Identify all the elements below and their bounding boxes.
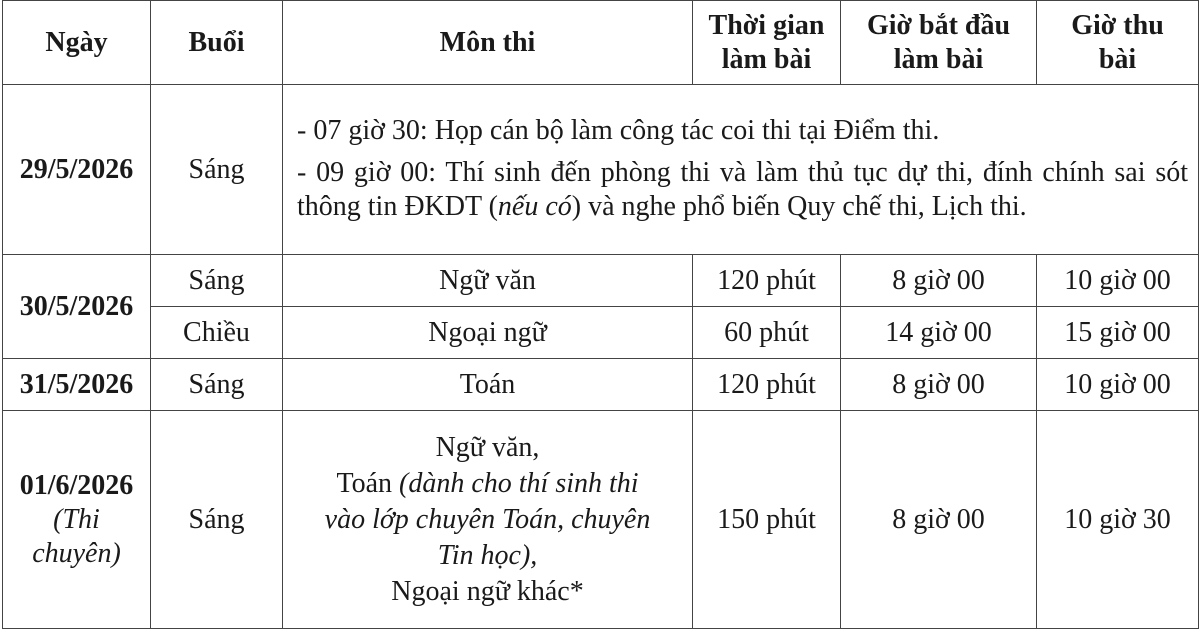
- row2-afternoon-duration: 60 phút: [693, 307, 841, 359]
- row2-morning-end: 10 giờ 00: [1037, 255, 1199, 307]
- row1-date: 29/5/2026: [3, 85, 151, 255]
- header-duration-line2: làm bài: [721, 43, 812, 75]
- row4-start: 8 giờ 00: [841, 411, 1037, 629]
- row2-afternoon-session: Chiều: [151, 307, 283, 359]
- row4-subject-line3: vào lớp chuyên Toán, chuyên: [324, 503, 651, 535]
- row4-date: [3, 411, 151, 629]
- row2-morning-subject: Ngữ văn: [283, 255, 693, 307]
- row4-duration: 150 phút: [693, 411, 841, 629]
- row4-subject-line5: Ngoại ngữ khác*: [391, 575, 584, 607]
- header-date: Ngày: [3, 1, 151, 85]
- row3-end: 10 giờ 00: [1037, 359, 1199, 411]
- row4-subject-line1: Ngữ văn,: [435, 431, 540, 463]
- row3-date: 31/5/2026: [3, 359, 151, 411]
- table-row: [3, 411, 1199, 629]
- row2-morning-session: Sáng: [151, 255, 283, 307]
- row4-subject-line4: Tin học),: [437, 539, 538, 571]
- table-row: [3, 307, 1199, 359]
- row1-line2: [297, 156, 1188, 224]
- row4-subject-line2: [289, 466, 686, 502]
- row3-session: Sáng: [151, 359, 283, 411]
- header-row: [3, 1, 1199, 85]
- header-session: Buổi: [151, 1, 283, 85]
- row2-afternoon-end: 15 giờ 00: [1037, 307, 1199, 359]
- row4-subject-line2-italic: (dành cho thí sinh thi: [399, 467, 639, 499]
- row2-date: 30/5/2026: [3, 255, 151, 359]
- row2-afternoon-subject: Ngoại ngữ: [283, 307, 693, 359]
- row4-session: Sáng: [151, 411, 283, 629]
- row2-morning-duration: 120 phút: [693, 255, 841, 307]
- header-end-line2: bài: [1098, 43, 1137, 75]
- exam-schedule-table: [2, 0, 1199, 629]
- header-start-line1: Giờ bắt đầu: [866, 9, 1011, 41]
- table-row: [3, 85, 1199, 255]
- row1-line2-b: ) và nghe phổ biến Quy chế thi, Lịch thi.: [571, 190, 1027, 222]
- table-row: [3, 255, 1199, 307]
- row1-line2-a: - 09 giờ 00: Thí sinh đến phòng thi và làm thủ tục dự thi, đính chính sai sót thông tin ĐKDT (: [297, 156, 1188, 222]
- row4-end: 10 giờ 30: [1037, 411, 1199, 629]
- row1-line2-italic: nếu có: [497, 190, 572, 222]
- row1-line1: - 07 giờ 30: Họp cán bộ làm công tác coi thi tại Điểm thi.: [297, 114, 940, 146]
- header-subject: Môn thi: [283, 1, 693, 85]
- header-end: [1037, 1, 1199, 85]
- row2-afternoon-start: 14 giờ 00: [841, 307, 1037, 359]
- row3-start: 8 giờ 00: [841, 359, 1037, 411]
- row4-date-note2: chuyên): [32, 537, 121, 569]
- header-start-line2: làm bài: [893, 43, 984, 75]
- header-duration: [693, 1, 841, 85]
- row2-morning-start: 8 giờ 00: [841, 255, 1037, 307]
- header-end-line1: Giờ thu: [1071, 9, 1164, 41]
- row4-date-value: 01/6/2026: [19, 469, 134, 501]
- row4-date-note1: (Thi: [53, 503, 100, 535]
- row3-duration: 120 phút: [693, 359, 841, 411]
- table-row: [3, 359, 1199, 411]
- row1-session: Sáng: [151, 85, 283, 255]
- row3-subject: Toán: [283, 359, 693, 411]
- row4-subject: [283, 411, 693, 629]
- header-duration-line1: Thời gian: [708, 9, 825, 41]
- row1-info: [283, 85, 1199, 255]
- row4-subject-line2-a: Toán: [336, 467, 400, 499]
- header-start: [841, 1, 1037, 85]
